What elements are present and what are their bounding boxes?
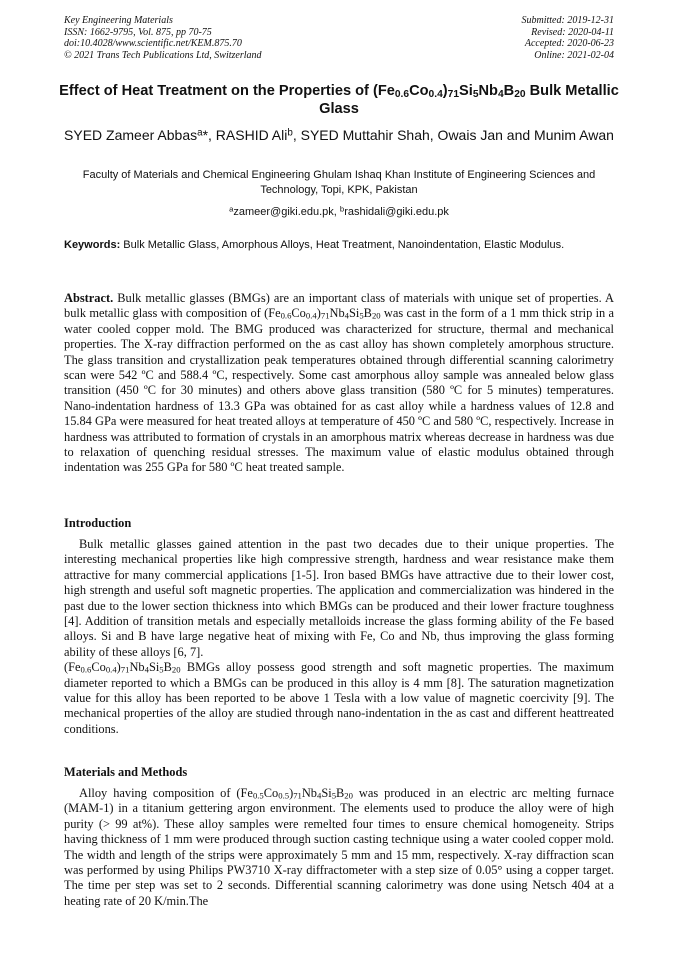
methods-body bbox=[64, 786, 614, 909]
introduction-heading: Introduction bbox=[64, 516, 132, 530]
doi: doi:10.4028/www.scientific.net/KEM.875.70 bbox=[64, 38, 242, 50]
author-list: SYED Zameer Abbas$^a$*, RASHID Ali$^b$, SYED Muttahir Shah, Owais Jan and Munim Awan bbox=[64, 127, 614, 143]
author-emails: $^a$zameer@giki.edu.pk, $^b$rashidali@giki.edu.pk bbox=[229, 204, 449, 218]
abstract-label: Abstract. bbox=[64, 291, 114, 305]
methods-paragraph-1: Alloy having composition of $(Fe_{0.5}Co_{0.5})_{71}Nb_4Si_5B_{20}$ was produced in an electric arc melting furnace (MAM-1) in a titanium gettering argon environment. The elements used to produce the alloy were of high purity (> 99 at%). These alloy samples were remelted four times to ensure chemical homogeneity. Strips having thickness of 1 mm were produced through suction casting technique using a water cooled copper mold. The width and length of the strips were approximately 5 mm and 15 mm, respectively. X-ray diffraction scan was performed by using Philips PW3710 X-ray diffractometer with a step size of 0.05° using a copper target. The time per step was set to 2 seconds. Differential scanning calorimetry was done using Netsch 404 at a heating rate of 20 K/min.The bbox=[64, 786, 614, 908]
introduction-body bbox=[64, 537, 614, 737]
keywords-text: Bulk Metallic Glass, Amorphous Alloys, Heat Treatment, Nanoindentation, Elastic Modulus. bbox=[120, 239, 565, 251]
journal-header-left bbox=[64, 15, 262, 61]
online-date: Online: 2021-02-04 bbox=[534, 49, 614, 61]
revised-date: Revised: 2020-04-11 bbox=[531, 26, 614, 38]
keywords-label: Keywords: bbox=[64, 239, 121, 251]
submitted-date: Submitted: 2019-12-31 bbox=[521, 15, 614, 26]
issn: ISSN: 1662-9795, Vol. 875, pp 70-75 bbox=[64, 26, 212, 38]
paper-title: Effect of Heat Treatment on the Properties of $(Fe_{0.6}Co_{0.4})_{71}Si_5Nb_4B_{20}$ Bulk Metallic Glass bbox=[59, 83, 619, 117]
copyright: © 2021 Trans Tech Publications Ltd, Switzerland bbox=[64, 49, 262, 61]
journal-header-right bbox=[522, 15, 615, 61]
affiliation: Faculty of Materials and Chemical Engineering Ghulam Ishaq Khan Institute of Engineering Sciences and Technology, Topi, KPK, Pakistan bbox=[82, 169, 596, 196]
journal-name: Key Engineering Materials bbox=[64, 15, 173, 26]
accepted-date: Accepted: 2020-06-23 bbox=[524, 38, 614, 50]
methods-heading: Materials and Methods bbox=[64, 765, 188, 779]
introduction-paragraph-2: $(Fe_{0.6}Co_{0.4})_{71}Nb_4Si_5B_{20}$ BMGs alloy possess good strength and soft magnetic properties. The maximum diameter reported to which a BMGs can be produced in this alloy is 4 mm [8]. The saturation magnetization value for this alloy has been reported to be above 1 Tesla with a low value of magnetic coercivity [9]. The mechanical properties of the alloy are studied through nano-indentation in the as cast and different heattreated conditions. bbox=[64, 660, 614, 736]
keywords bbox=[64, 238, 614, 254]
introduction-paragraph-1: Bulk metallic glasses gained attention in the past two decades due to their unique properties. The interesting mechanical properties like high compressive strength, hardness and wear resistance make them attractive for many commercial applications [1-5]. Iron based BMGs have attractive due to their lower cost, high strength and useful soft magnetic properties. The application and commercialization was hindered in the past due to the lower section thickness into which BMGs can be produced and their lower fracture toughness [4]. Addition of transition metals and especially metalloids increase the glass forming ability of the Fe based alloys. Si and B have large negative heat of mixing with Fe, Co and Nb, thus improving the glass forming ability of these alloys [6, 7]. bbox=[64, 537, 614, 659]
abstract: Abstract. Bulk metallic glasses (BMGs) are an important class of materials with unique set of properties. A bulk metallic glass with composition of $(Fe_{0.6}Co_{0.4})_{71}Nb_4Si_5B_{20}$ was cast in the form of a 1 mm thick strip in a water cooled copper mold. The BMG produced was characterized for structure, thermal and mechanical properties. The X-ray diffraction performed on the as cast alloy has shown completely amorphous structure. The glass transition and crystallization peak temperatures obtained through differential scanning calorimetry scan were 542 ºC and 588.4 ºC, respectively. Some cast amorphous alloy sample was annealed below glass transition (450 ºC for 30 minutes) and others above glass transition (580 ºC for 5 minutes) temperatures. Nano-indentation hardness of 13.3 GPa was obtained for as cast alloy while a hardness values of 12.8 and 15.84 GPa were measured for heat treated alloys at temperature of 450 ºC and 580 ºC, respectively. Increase in hardness was attributed to formation of crystals in an amorphous matrix whereas decrease in hardness was due to relaxation of quenching residual stresses. The maximum value of elastic modulus obtained through indentation was 255 GPa for 580 ºC heat treated sample. bbox=[64, 291, 614, 475]
